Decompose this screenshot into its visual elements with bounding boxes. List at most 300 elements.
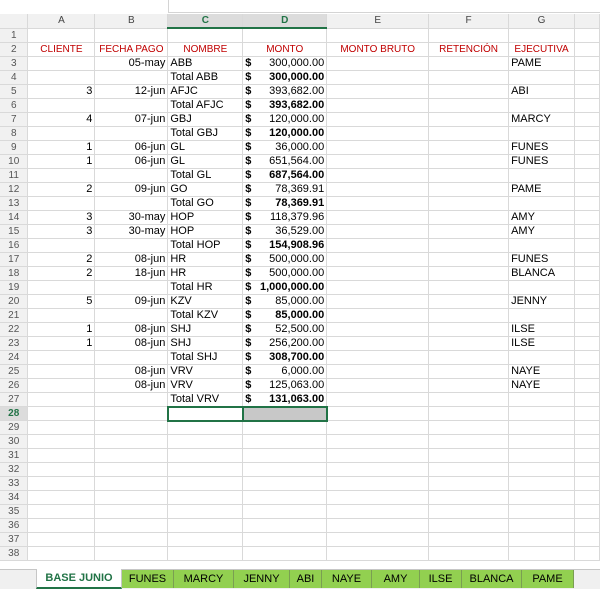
cell-cliente[interactable] bbox=[28, 168, 95, 182]
row-header[interactable]: 20 bbox=[0, 294, 28, 308]
cell-monto-bruto[interactable] bbox=[327, 435, 429, 449]
cell-ejecutiva[interactable]: ILSE bbox=[509, 336, 575, 350]
sheet-tab-pame[interactable]: PAME bbox=[522, 570, 574, 588]
row-header[interactable]: 37 bbox=[0, 533, 28, 547]
cell-nombre[interactable]: SHJ bbox=[168, 322, 243, 336]
cell-monto-bruto[interactable] bbox=[327, 308, 429, 322]
cell-ejecutiva[interactable]: PAME bbox=[509, 182, 575, 196]
cell-monto[interactable] bbox=[243, 252, 327, 266]
cell-nombre[interactable]: VRV bbox=[168, 378, 243, 392]
cell-nombre[interactable]: Total AFJC bbox=[168, 98, 243, 112]
sheet-tab-marcy[interactable]: MARCY bbox=[174, 570, 234, 588]
header-cell-ejecutiva[interactable]: EJECUTIVA bbox=[509, 42, 575, 56]
tab-scroll-area[interactable] bbox=[0, 570, 36, 588]
cell-cliente[interactable] bbox=[28, 505, 95, 519]
cell-retencion[interactable] bbox=[429, 407, 509, 421]
sheet-tab-naye[interactable]: NAYE bbox=[322, 570, 372, 588]
cell[interactable] bbox=[575, 98, 600, 112]
cell-cliente[interactable]: 1 bbox=[28, 336, 95, 350]
cell[interactable] bbox=[575, 210, 600, 224]
column-header-h[interactable] bbox=[575, 14, 600, 28]
header-cell-fecha-pago[interactable]: FECHA PAGO bbox=[95, 42, 168, 56]
header-cell-monto-bruto[interactable]: MONTO BRUTO bbox=[327, 42, 429, 56]
cell-retencion[interactable] bbox=[429, 392, 509, 407]
cell-monto-bruto[interactable] bbox=[327, 112, 429, 126]
row-header[interactable]: 38 bbox=[0, 547, 28, 561]
cell[interactable] bbox=[575, 449, 600, 463]
spreadsheet-grid[interactable] bbox=[0, 14, 600, 569]
cell-ejecutiva[interactable]: AMY bbox=[509, 210, 575, 224]
cell-ejecutiva[interactable] bbox=[509, 308, 575, 322]
cell-ejecutiva[interactable] bbox=[509, 126, 575, 140]
cell-cliente[interactable]: 3 bbox=[28, 210, 95, 224]
cell-retencion[interactable] bbox=[429, 154, 509, 168]
cell-monto[interactable] bbox=[243, 336, 327, 350]
cell-cliente[interactable] bbox=[28, 421, 95, 435]
cell-monto[interactable] bbox=[243, 84, 327, 98]
cell-fecha-pago[interactable]: 06-jun bbox=[95, 154, 168, 168]
cell-monto[interactable] bbox=[243, 294, 327, 308]
cell-fecha-pago[interactable] bbox=[95, 519, 168, 533]
cell-nombre[interactable]: Total GO bbox=[168, 196, 243, 210]
cell-nombre[interactable] bbox=[168, 491, 243, 505]
cell-monto-bruto[interactable] bbox=[327, 126, 429, 140]
row-header[interactable]: 17 bbox=[0, 252, 28, 266]
row-header[interactable]: 6 bbox=[0, 98, 28, 112]
cell-monto-bruto[interactable] bbox=[327, 28, 429, 42]
cell-nombre[interactable]: Total GBJ bbox=[168, 126, 243, 140]
cell[interactable] bbox=[575, 421, 600, 435]
column-header-d[interactable]: D bbox=[243, 14, 327, 28]
cell-monto[interactable] bbox=[243, 407, 327, 421]
cell-cliente[interactable]: 3 bbox=[28, 224, 95, 238]
cell-ejecutiva[interactable]: BLANCA bbox=[509, 266, 575, 280]
row-header[interactable]: 24 bbox=[0, 350, 28, 364]
cell-monto-bruto[interactable] bbox=[327, 294, 429, 308]
cell-ejecutiva[interactable]: FUNES bbox=[509, 140, 575, 154]
cell-nombre[interactable] bbox=[168, 421, 243, 435]
cell-fecha-pago[interactable]: 09-jun bbox=[95, 182, 168, 196]
sheet-tab-amy[interactable]: AMY bbox=[372, 570, 420, 588]
row-header[interactable]: 2 bbox=[0, 42, 28, 56]
cell-monto[interactable] bbox=[243, 28, 327, 42]
cell-retencion[interactable] bbox=[429, 463, 509, 477]
cell-retencion[interactable] bbox=[429, 547, 509, 561]
cell-monto-bruto[interactable] bbox=[327, 238, 429, 252]
cell-monto-bruto[interactable] bbox=[327, 98, 429, 112]
cell-retencion[interactable] bbox=[429, 182, 509, 196]
cell-retencion[interactable] bbox=[429, 449, 509, 463]
cell-cliente[interactable] bbox=[28, 392, 95, 407]
cell-ejecutiva[interactable] bbox=[509, 505, 575, 519]
cell-retencion[interactable] bbox=[429, 533, 509, 547]
cell[interactable] bbox=[575, 238, 600, 252]
cell-cliente[interactable]: 2 bbox=[28, 252, 95, 266]
cell-monto-bruto[interactable] bbox=[327, 392, 429, 407]
cell-monto-bruto[interactable] bbox=[327, 154, 429, 168]
sheet-tab-ilse[interactable]: ILSE bbox=[420, 570, 462, 588]
row-header[interactable]: 1 bbox=[0, 28, 28, 42]
cell-nombre[interactable] bbox=[168, 505, 243, 519]
cell-monto[interactable] bbox=[243, 168, 327, 182]
sheet-tab-jenny[interactable]: JENNY bbox=[234, 570, 290, 588]
cell-nombre[interactable]: AFJC bbox=[168, 84, 243, 98]
row-header[interactable]: 33 bbox=[0, 477, 28, 491]
cell-nombre[interactable]: HOP bbox=[168, 210, 243, 224]
header-cell-nombre[interactable]: NOMBRE bbox=[168, 42, 243, 56]
cell-nombre[interactable] bbox=[168, 519, 243, 533]
cell-monto[interactable] bbox=[243, 224, 327, 238]
cell-ejecutiva[interactable] bbox=[509, 70, 575, 84]
sheet-tab-base-junio[interactable]: BASE JUNIO bbox=[36, 569, 122, 589]
cell-fecha-pago[interactable]: 07-jun bbox=[95, 112, 168, 126]
cell-nombre[interactable]: Total VRV bbox=[168, 392, 243, 407]
cell-cliente[interactable]: 2 bbox=[28, 266, 95, 280]
sheet-tab-blanca[interactable]: BLANCA bbox=[462, 570, 522, 588]
cell-monto[interactable] bbox=[243, 140, 327, 154]
cell-retencion[interactable] bbox=[429, 98, 509, 112]
cell[interactable] bbox=[575, 126, 600, 140]
cell-fecha-pago[interactable]: 18-jun bbox=[95, 266, 168, 280]
row-header[interactable]: 18 bbox=[0, 266, 28, 280]
cell-monto-bruto[interactable] bbox=[327, 322, 429, 336]
column-header-e[interactable]: E bbox=[327, 14, 429, 28]
cell-nombre[interactable] bbox=[168, 449, 243, 463]
cell-ejecutiva[interactable]: MARCY bbox=[509, 112, 575, 126]
cell-fecha-pago[interactable]: 09-jun bbox=[95, 294, 168, 308]
cell-nombre[interactable]: ABB bbox=[168, 56, 243, 70]
cell[interactable] bbox=[575, 28, 600, 42]
sheet-tab-funes[interactable]: FUNES bbox=[122, 570, 174, 588]
cell-fecha-pago[interactable] bbox=[95, 28, 168, 42]
cell-ejecutiva[interactable]: FUNES bbox=[509, 154, 575, 168]
cell-cliente[interactable] bbox=[28, 70, 95, 84]
cell-monto-bruto[interactable] bbox=[327, 477, 429, 491]
cell-monto-bruto[interactable] bbox=[327, 519, 429, 533]
cell-monto-bruto[interactable] bbox=[327, 505, 429, 519]
cell-fecha-pago[interactable] bbox=[95, 491, 168, 505]
cell-retencion[interactable] bbox=[429, 350, 509, 364]
cell[interactable] bbox=[575, 477, 600, 491]
cell-nombre[interactable] bbox=[168, 435, 243, 449]
cell-cliente[interactable] bbox=[28, 477, 95, 491]
cell[interactable] bbox=[575, 252, 600, 266]
cell-monto[interactable] bbox=[243, 154, 327, 168]
cell-ejecutiva[interactable]: PAME bbox=[509, 56, 575, 70]
cell-fecha-pago[interactable] bbox=[95, 350, 168, 364]
row-header[interactable]: 15 bbox=[0, 224, 28, 238]
cell[interactable] bbox=[575, 56, 600, 70]
cell-nombre[interactable]: GL bbox=[168, 154, 243, 168]
cell-fecha-pago[interactable] bbox=[95, 463, 168, 477]
cell-nombre[interactable]: HOP bbox=[168, 224, 243, 238]
cell-nombre[interactable]: KZV bbox=[168, 294, 243, 308]
cell[interactable] bbox=[575, 505, 600, 519]
cell[interactable] bbox=[575, 491, 600, 505]
cell-retencion[interactable] bbox=[429, 477, 509, 491]
cell-ejecutiva[interactable] bbox=[509, 491, 575, 505]
cell-monto[interactable] bbox=[243, 364, 327, 378]
cell-cliente[interactable] bbox=[28, 98, 95, 112]
cell-cliente[interactable] bbox=[28, 547, 95, 561]
cell-cliente[interactable] bbox=[28, 533, 95, 547]
cell-monto[interactable] bbox=[243, 350, 327, 364]
cell-monto[interactable] bbox=[243, 126, 327, 140]
cell-cliente[interactable] bbox=[28, 463, 95, 477]
row-header[interactable]: 30 bbox=[0, 435, 28, 449]
cell-retencion[interactable] bbox=[429, 364, 509, 378]
cell[interactable] bbox=[575, 378, 600, 392]
row-header[interactable]: 7 bbox=[0, 112, 28, 126]
cell-ejecutiva[interactable] bbox=[509, 463, 575, 477]
header-cell-retencion[interactable]: RETENCIÓN bbox=[429, 42, 509, 56]
cell-ejecutiva[interactable] bbox=[509, 407, 575, 421]
cell[interactable] bbox=[575, 322, 600, 336]
cell-ejecutiva[interactable]: NAYE bbox=[509, 378, 575, 392]
cell-fecha-pago[interactable]: 08-jun bbox=[95, 336, 168, 350]
cell-nombre[interactable]: GL bbox=[168, 140, 243, 154]
cell-monto-bruto[interactable] bbox=[327, 407, 429, 421]
cell-monto[interactable] bbox=[243, 421, 327, 435]
formula-bar[interactable] bbox=[0, 0, 600, 14]
cell-retencion[interactable] bbox=[429, 280, 509, 294]
cell-fecha-pago[interactable]: 08-jun bbox=[95, 322, 168, 336]
cell-nombre[interactable] bbox=[168, 28, 243, 42]
cell-fecha-pago[interactable] bbox=[95, 421, 168, 435]
cell-nombre[interactable] bbox=[168, 533, 243, 547]
cell[interactable] bbox=[575, 407, 600, 421]
cell-cliente[interactable] bbox=[28, 238, 95, 252]
cell[interactable] bbox=[575, 266, 600, 280]
cell-monto-bruto[interactable] bbox=[327, 533, 429, 547]
cell-ejecutiva[interactable] bbox=[509, 435, 575, 449]
cell-nombre[interactable] bbox=[168, 463, 243, 477]
row-header[interactable]: 31 bbox=[0, 449, 28, 463]
cell-fecha-pago[interactable] bbox=[95, 435, 168, 449]
cell-monto[interactable] bbox=[243, 322, 327, 336]
cell-monto-bruto[interactable] bbox=[327, 56, 429, 70]
cell-ejecutiva[interactable] bbox=[509, 547, 575, 561]
cell-ejecutiva[interactable] bbox=[509, 238, 575, 252]
cell-ejecutiva[interactable]: ABI bbox=[509, 84, 575, 98]
cell-monto[interactable] bbox=[243, 477, 327, 491]
cell-monto[interactable] bbox=[243, 519, 327, 533]
cell-monto[interactable] bbox=[243, 182, 327, 196]
cell-cliente[interactable]: 5 bbox=[28, 294, 95, 308]
cell-monto-bruto[interactable] bbox=[327, 224, 429, 238]
cell-cliente[interactable]: 1 bbox=[28, 154, 95, 168]
cell-retencion[interactable] bbox=[429, 252, 509, 266]
cell-ejecutiva[interactable]: NAYE bbox=[509, 364, 575, 378]
cell-nombre[interactable]: HR bbox=[168, 252, 243, 266]
cell-fecha-pago[interactable] bbox=[95, 196, 168, 210]
cell-monto[interactable] bbox=[243, 449, 327, 463]
cell-monto[interactable] bbox=[243, 98, 327, 112]
cell[interactable] bbox=[575, 350, 600, 364]
cell-monto-bruto[interactable] bbox=[327, 182, 429, 196]
cell[interactable] bbox=[575, 140, 600, 154]
cell-monto-bruto[interactable] bbox=[327, 252, 429, 266]
cell[interactable] bbox=[575, 519, 600, 533]
cell-monto-bruto[interactable] bbox=[327, 449, 429, 463]
cell-monto-bruto[interactable] bbox=[327, 378, 429, 392]
cell[interactable] bbox=[575, 547, 600, 561]
cell-nombre[interactable]: Total KZV bbox=[168, 308, 243, 322]
cell-monto[interactable] bbox=[243, 70, 327, 84]
column-header-c[interactable]: C bbox=[168, 14, 243, 28]
cell-retencion[interactable] bbox=[429, 322, 509, 336]
formula-input[interactable] bbox=[168, 0, 600, 13]
cell-cliente[interactable]: 1 bbox=[28, 322, 95, 336]
cell-fecha-pago[interactable] bbox=[95, 449, 168, 463]
cell-retencion[interactable] bbox=[429, 238, 509, 252]
cell-ejecutiva[interactable]: ILSE bbox=[509, 322, 575, 336]
cell-fecha-pago[interactable]: 08-jun bbox=[95, 378, 168, 392]
cell-monto[interactable] bbox=[243, 56, 327, 70]
cell-monto[interactable] bbox=[243, 266, 327, 280]
cell-cliente[interactable] bbox=[28, 449, 95, 463]
cell-ejecutiva[interactable] bbox=[509, 196, 575, 210]
cell-ejecutiva[interactable] bbox=[509, 392, 575, 407]
cell-monto-bruto[interactable] bbox=[327, 70, 429, 84]
cell-ejecutiva[interactable] bbox=[509, 98, 575, 112]
cell[interactable] bbox=[575, 182, 600, 196]
cell-monto-bruto[interactable] bbox=[327, 336, 429, 350]
row-header[interactable]: 27 bbox=[0, 392, 28, 407]
cell-monto[interactable] bbox=[243, 378, 327, 392]
cell-fecha-pago[interactable] bbox=[95, 126, 168, 140]
cell-retencion[interactable] bbox=[429, 308, 509, 322]
cell-ejecutiva[interactable] bbox=[509, 168, 575, 182]
cell-fecha-pago[interactable]: 30-may bbox=[95, 210, 168, 224]
cell-fecha-pago[interactable]: 05-may bbox=[95, 56, 168, 70]
cell-monto-bruto[interactable] bbox=[327, 547, 429, 561]
cell[interactable] bbox=[575, 364, 600, 378]
cell-monto[interactable] bbox=[243, 435, 327, 449]
cell-monto[interactable] bbox=[243, 533, 327, 547]
cell-cliente[interactable]: 3 bbox=[28, 84, 95, 98]
row-header[interactable]: 13 bbox=[0, 196, 28, 210]
cell-cliente[interactable] bbox=[28, 28, 95, 42]
cell-monto[interactable] bbox=[243, 463, 327, 477]
cell[interactable] bbox=[575, 70, 600, 84]
cell-monto[interactable] bbox=[243, 238, 327, 252]
cell[interactable] bbox=[575, 294, 600, 308]
cell[interactable] bbox=[575, 463, 600, 477]
row-header[interactable]: 34 bbox=[0, 491, 28, 505]
cell[interactable] bbox=[575, 308, 600, 322]
row-header[interactable]: 8 bbox=[0, 126, 28, 140]
cell-nombre[interactable]: GO bbox=[168, 182, 243, 196]
cell-nombre[interactable]: Total HR bbox=[168, 280, 243, 294]
cell-cliente[interactable]: 4 bbox=[28, 112, 95, 126]
cell-cliente[interactable] bbox=[28, 435, 95, 449]
cell-retencion[interactable] bbox=[429, 196, 509, 210]
cell-cliente[interactable] bbox=[28, 519, 95, 533]
cell-monto[interactable] bbox=[243, 308, 327, 322]
cell-nombre[interactable]: SHJ bbox=[168, 336, 243, 350]
cell-fecha-pago[interactable] bbox=[95, 392, 168, 407]
cell-cliente[interactable]: 2 bbox=[28, 182, 95, 196]
cell-retencion[interactable] bbox=[429, 435, 509, 449]
row-header[interactable]: 36 bbox=[0, 519, 28, 533]
row-header[interactable]: 22 bbox=[0, 322, 28, 336]
row-header[interactable]: 35 bbox=[0, 505, 28, 519]
cell[interactable] bbox=[575, 154, 600, 168]
cell-fecha-pago[interactable] bbox=[95, 308, 168, 322]
row-header[interactable]: 10 bbox=[0, 154, 28, 168]
cell-nombre[interactable]: Total ABB bbox=[168, 70, 243, 84]
cell-retencion[interactable] bbox=[429, 56, 509, 70]
cell-fecha-pago[interactable] bbox=[95, 505, 168, 519]
cell-fecha-pago[interactable] bbox=[95, 70, 168, 84]
header-cell-cliente[interactable]: CLIENTE bbox=[28, 42, 95, 56]
cell-retencion[interactable] bbox=[429, 505, 509, 519]
cell-monto-bruto[interactable] bbox=[327, 280, 429, 294]
cell-cliente[interactable] bbox=[28, 126, 95, 140]
row-header[interactable]: 3 bbox=[0, 56, 28, 70]
row-header[interactable]: 11 bbox=[0, 168, 28, 182]
cell-retencion[interactable] bbox=[429, 112, 509, 126]
column-header-a[interactable]: A bbox=[28, 14, 95, 28]
row-header[interactable]: 5 bbox=[0, 84, 28, 98]
cell-cliente[interactable] bbox=[28, 280, 95, 294]
cell-fecha-pago[interactable]: 08-jun bbox=[95, 364, 168, 378]
cell-retencion[interactable] bbox=[429, 421, 509, 435]
cell-ejecutiva[interactable] bbox=[509, 421, 575, 435]
cell-fecha-pago[interactable]: 30-may bbox=[95, 224, 168, 238]
cell-ejecutiva[interactable]: JENNY bbox=[509, 294, 575, 308]
cell-monto-bruto[interactable] bbox=[327, 463, 429, 477]
cell-monto-bruto[interactable] bbox=[327, 364, 429, 378]
cell[interactable] bbox=[575, 336, 600, 350]
select-all-corner[interactable] bbox=[0, 14, 28, 28]
cell-nombre[interactable] bbox=[168, 407, 243, 421]
cell-ejecutiva[interactable] bbox=[509, 280, 575, 294]
cell[interactable] bbox=[575, 168, 600, 182]
row-header[interactable]: 26 bbox=[0, 378, 28, 392]
cell-fecha-pago[interactable] bbox=[95, 98, 168, 112]
cell-retencion[interactable] bbox=[429, 224, 509, 238]
cell-monto-bruto[interactable] bbox=[327, 491, 429, 505]
cell-retencion[interactable] bbox=[429, 336, 509, 350]
cell-cliente[interactable] bbox=[28, 407, 95, 421]
cell-retencion[interactable] bbox=[429, 84, 509, 98]
cell-cliente[interactable] bbox=[28, 308, 95, 322]
sheet-tab-abi[interactable]: ABI bbox=[290, 570, 322, 588]
cell-ejecutiva[interactable] bbox=[509, 28, 575, 42]
cell-nombre[interactable]: GBJ bbox=[168, 112, 243, 126]
cell-retencion[interactable] bbox=[429, 210, 509, 224]
column-header-g[interactable]: G bbox=[509, 14, 575, 28]
cell-fecha-pago[interactable]: 12-jun bbox=[95, 84, 168, 98]
cell-retencion[interactable] bbox=[429, 378, 509, 392]
cell-nombre[interactable]: HR bbox=[168, 266, 243, 280]
row-header[interactable]: 4 bbox=[0, 70, 28, 84]
cell[interactable] bbox=[575, 42, 600, 56]
cell-monto[interactable] bbox=[243, 505, 327, 519]
cell-ejecutiva[interactable] bbox=[509, 449, 575, 463]
cell-ejecutiva[interactable]: FUNES bbox=[509, 252, 575, 266]
cell-ejecutiva[interactable] bbox=[509, 477, 575, 491]
cell-retencion[interactable] bbox=[429, 491, 509, 505]
row-header[interactable]: 28 bbox=[0, 407, 28, 421]
cell-nombre[interactable]: Total HOP bbox=[168, 238, 243, 252]
cell-monto[interactable] bbox=[243, 280, 327, 294]
row-header[interactable]: 32 bbox=[0, 463, 28, 477]
cell-monto-bruto[interactable] bbox=[327, 421, 429, 435]
cell-fecha-pago[interactable] bbox=[95, 477, 168, 491]
